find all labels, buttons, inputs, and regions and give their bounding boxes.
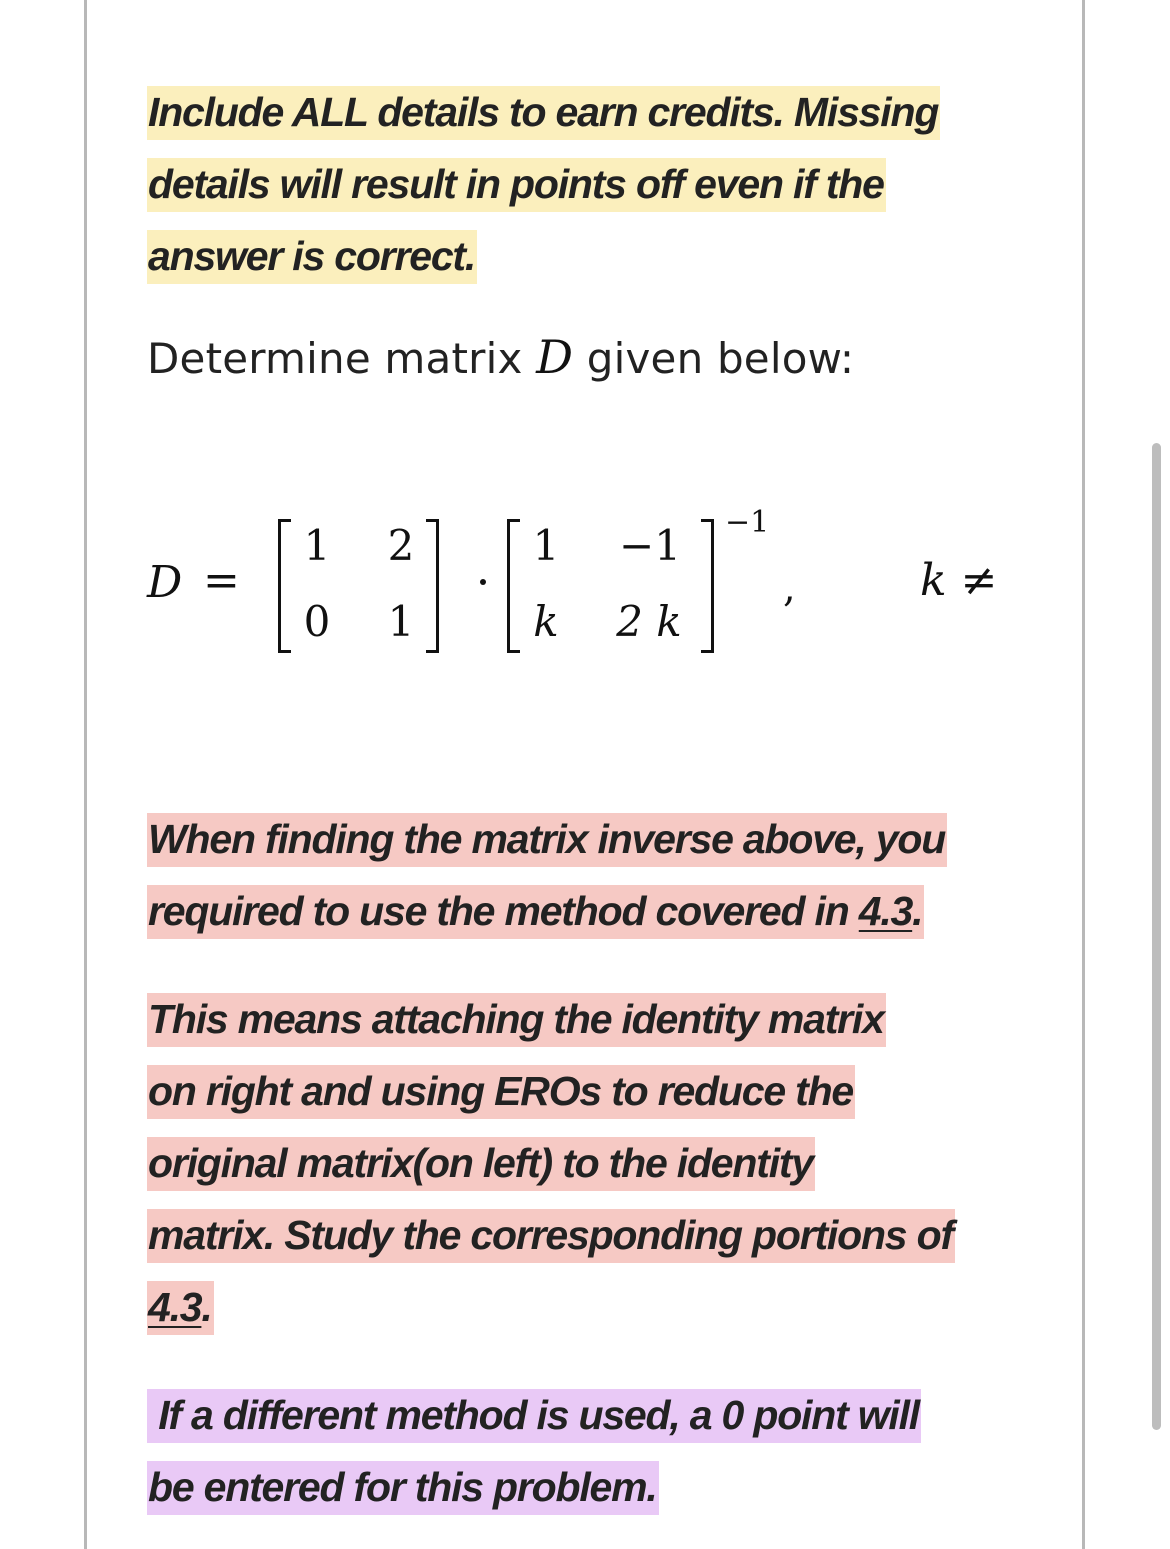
multiplication-dot <box>480 579 486 585</box>
details-note-line-1: This means attaching the identity matrix <box>147 993 886 1047</box>
matrix-a-r2c1: 0 <box>303 597 331 646</box>
condition-operator: ≠ <box>960 555 998 606</box>
instructions-paragraph <box>147 76 1047 292</box>
method-note-period: . <box>912 888 923 934</box>
equals-sign: = <box>203 555 240 606</box>
prompt-text: Determine matrix <box>147 334 523 383</box>
method-note-line-2 <box>147 885 924 939</box>
condition-variable: k <box>920 555 947 606</box>
matrix-a-r2c2: 1 <box>387 597 415 646</box>
instructions-line-1: Include ALL details to earn credits. Missing <box>147 86 940 140</box>
matrix-b-r2c1: k <box>533 597 559 646</box>
condition <box>920 555 998 606</box>
matrix-a-r1c1: 1 <box>303 521 331 570</box>
warning-note <box>147 1379 1047 1523</box>
details-note-line-5 <box>147 1281 214 1335</box>
matrix-a-r1c2: 2 <box>387 521 415 570</box>
matrix-b-r1c1: 1 <box>532 521 560 570</box>
prompt-variable: D <box>536 330 574 384</box>
equation-lhs: D <box>147 557 183 608</box>
method-note <box>147 803 1047 947</box>
section-link[interactable]: 4.3 <box>858 888 913 934</box>
details-note-line-4: matrix. Study the corresponding portions of <box>147 1209 955 1263</box>
matrix-a-right-bracket <box>426 519 439 653</box>
instructions-line-2: details will result in points off even if the <box>147 158 886 212</box>
details-note-line-2: on right and using EROs to reduce the <box>147 1065 855 1119</box>
details-note-line-3: original matrix(on left) to the identity <box>147 1137 815 1191</box>
prompt-suffix: given below: <box>586 334 855 383</box>
method-note-line-1: When finding the matrix inverse above, you <box>147 813 947 867</box>
matrix-b-r1c2: −1 <box>619 521 681 570</box>
scrollbar[interactable] <box>1152 443 1161 1430</box>
problem-prompt <box>147 330 854 384</box>
equation-comma: , <box>783 565 796 611</box>
warning-line-1: If a different method is used, a 0 point will <box>147 1389 921 1443</box>
inverse-exponent: −1 <box>725 505 770 540</box>
method-note-line-2-text: required to use the method covered in <box>148 888 859 934</box>
right-border <box>1082 0 1085 1549</box>
section-link-2[interactable]: 4.3 <box>148 1284 202 1330</box>
warning-line-2: be entered for this problem. <box>147 1461 659 1515</box>
matrix-equation <box>145 505 1035 665</box>
instructions-line-3: answer is correct. <box>147 230 477 284</box>
left-border <box>84 0 87 1549</box>
matrix-b-r2c2: 2 k <box>616 597 682 646</box>
details-note-period: . <box>201 1284 212 1330</box>
matrix-b-right-bracket <box>701 519 714 653</box>
details-note <box>147 983 1047 1343</box>
